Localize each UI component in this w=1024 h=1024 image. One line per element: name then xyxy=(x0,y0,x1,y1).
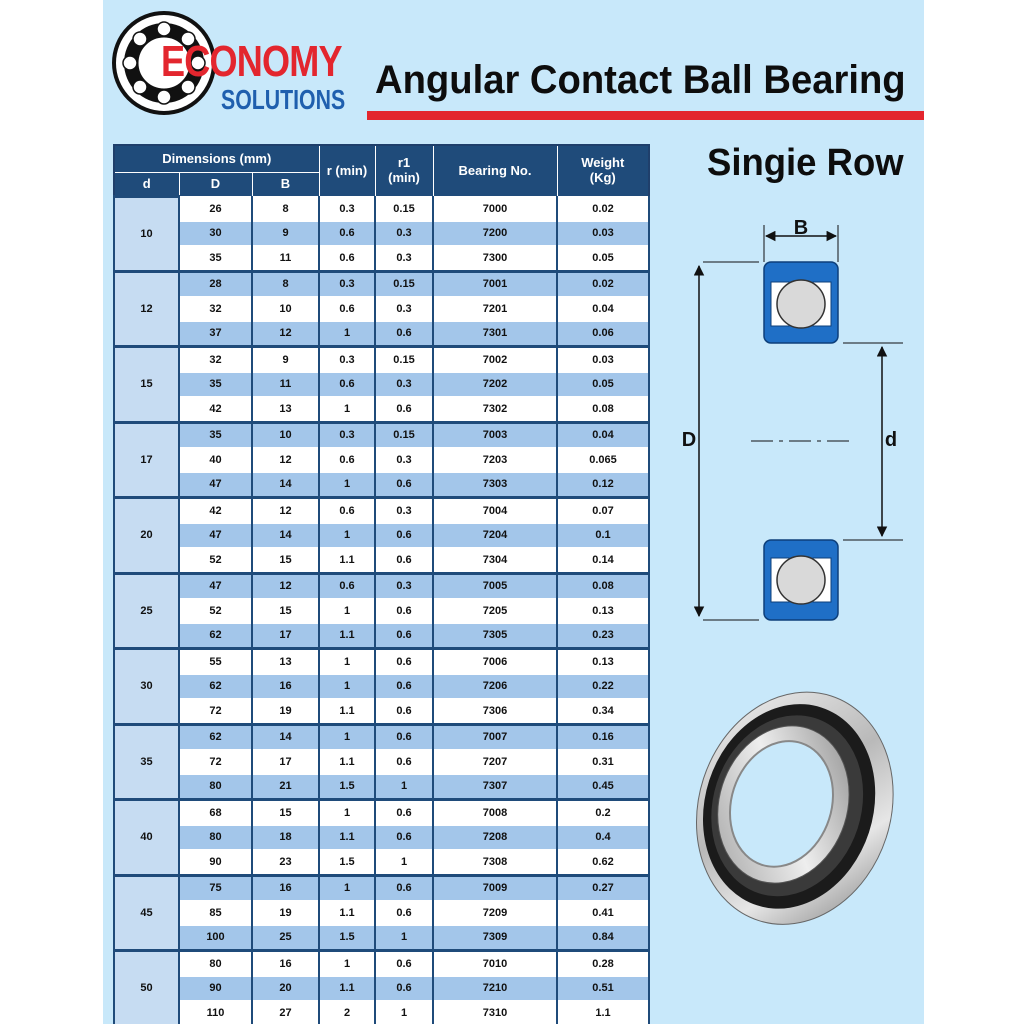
cell-w: 0.05 xyxy=(557,246,649,272)
cell-no: 7210 xyxy=(433,976,557,1001)
cell-r1: 1 xyxy=(375,1001,433,1024)
cell-w: 0.4 xyxy=(557,825,649,850)
cell-r1: 0.15 xyxy=(375,271,433,297)
header-d: d xyxy=(114,173,179,197)
cell-B: 14 xyxy=(252,523,319,548)
table-row xyxy=(114,448,649,473)
cell-D: 52 xyxy=(179,548,252,574)
table-row xyxy=(114,297,649,322)
cell-no: 7003 xyxy=(433,422,557,448)
cell-r: 1.1 xyxy=(319,825,375,850)
cell-D: 42 xyxy=(179,498,252,524)
cell-w: 0.04 xyxy=(557,422,649,448)
cell-no: 7304 xyxy=(433,548,557,574)
cell-no: 7204 xyxy=(433,523,557,548)
cell-D: 62 xyxy=(179,623,252,649)
cell-B: 11 xyxy=(252,372,319,397)
cell-r1: 0.6 xyxy=(375,976,433,1001)
cell-r: 0.3 xyxy=(319,347,375,373)
label-d: d xyxy=(884,429,898,451)
table-row xyxy=(114,472,649,498)
cell-w: 0.41 xyxy=(557,901,649,926)
cell-r: 1 xyxy=(319,674,375,699)
cell-r: 0.6 xyxy=(319,498,375,524)
cell-w: 0.065 xyxy=(557,448,649,473)
cell-B: 16 xyxy=(252,674,319,699)
cell-w: 0.14 xyxy=(557,548,649,574)
cell-r1: 0.15 xyxy=(375,422,433,448)
cell-r1: 0.6 xyxy=(375,800,433,826)
cell-r1: 1 xyxy=(375,850,433,876)
cell-r: 1.1 xyxy=(319,623,375,649)
cell-D: 40 xyxy=(179,448,252,473)
cell-w: 0.51 xyxy=(557,976,649,1001)
cell-r: 0.6 xyxy=(319,221,375,246)
cell-D: 52 xyxy=(179,599,252,624)
bore-d-cell: 15 xyxy=(114,347,179,423)
header-r-min: r (min) xyxy=(319,145,375,197)
cell-no: 7208 xyxy=(433,825,557,850)
bore-d-cell: 50 xyxy=(114,951,179,1024)
table-row xyxy=(114,649,649,675)
label-B: B xyxy=(793,217,809,239)
table-row xyxy=(114,724,649,750)
cell-r1: 0.6 xyxy=(375,472,433,498)
cell-D: 47 xyxy=(179,472,252,498)
cell-B: 13 xyxy=(252,649,319,675)
cell-r1: 1 xyxy=(375,774,433,800)
bore-d-cell: 30 xyxy=(114,649,179,725)
cell-D: 62 xyxy=(179,674,252,699)
bore-d-cell: 12 xyxy=(114,271,179,347)
cell-no: 7302 xyxy=(433,397,557,423)
table-row xyxy=(114,599,649,624)
cell-D: 68 xyxy=(179,800,252,826)
cell-D: 47 xyxy=(179,573,252,599)
cell-B: 18 xyxy=(252,825,319,850)
table-row xyxy=(114,976,649,1001)
table-row xyxy=(114,271,649,297)
cell-w: 0.13 xyxy=(557,599,649,624)
cell-B: 9 xyxy=(252,347,319,373)
cell-r1: 0.15 xyxy=(375,347,433,373)
header-r1-min xyxy=(375,145,433,197)
cell-no: 7201 xyxy=(433,297,557,322)
cell-B: 8 xyxy=(252,271,319,297)
table-row xyxy=(114,875,649,901)
cell-r: 1.1 xyxy=(319,548,375,574)
cell-no: 7310 xyxy=(433,1001,557,1024)
cell-no: 7308 xyxy=(433,850,557,876)
cell-no: 7002 xyxy=(433,347,557,373)
cell-w: 0.45 xyxy=(557,774,649,800)
header-outer-D: D xyxy=(179,173,252,197)
cell-w: 1.1 xyxy=(557,1001,649,1024)
cell-r1: 0.3 xyxy=(375,221,433,246)
table-row xyxy=(114,623,649,649)
cell-r1: 0.6 xyxy=(375,523,433,548)
cell-B: 16 xyxy=(252,875,319,901)
cell-B: 16 xyxy=(252,951,319,977)
cell-no: 7301 xyxy=(433,321,557,347)
cell-w: 0.22 xyxy=(557,674,649,699)
cell-w: 0.62 xyxy=(557,850,649,876)
cell-r: 1 xyxy=(319,599,375,624)
bore-d-cell: 20 xyxy=(114,498,179,574)
cell-r: 0.6 xyxy=(319,448,375,473)
cell-w: 0.08 xyxy=(557,397,649,423)
brand-name-economy: ECONOMY xyxy=(161,37,342,86)
cell-D: 37 xyxy=(179,321,252,347)
cell-w: 0.03 xyxy=(557,347,649,373)
cell-w: 0.08 xyxy=(557,573,649,599)
cell-r: 0.6 xyxy=(319,246,375,272)
cell-r: 1 xyxy=(319,397,375,423)
table-row xyxy=(114,674,649,699)
cell-no: 7309 xyxy=(433,925,557,951)
cell-B: 12 xyxy=(252,448,319,473)
bearing-photo xyxy=(683,684,899,930)
cell-w: 0.07 xyxy=(557,498,649,524)
cell-r: 2 xyxy=(319,1001,375,1024)
table-row xyxy=(114,699,649,725)
header-weight-line1: Weight xyxy=(581,155,625,171)
cell-B: 19 xyxy=(252,699,319,725)
cell-no: 7004 xyxy=(433,498,557,524)
cell-B: 11 xyxy=(252,246,319,272)
cell-B: 14 xyxy=(252,472,319,498)
cell-r: 1.5 xyxy=(319,850,375,876)
cell-r: 0.3 xyxy=(319,197,375,222)
cell-r: 1.1 xyxy=(319,750,375,775)
cell-r1: 0.6 xyxy=(375,825,433,850)
cell-no: 7007 xyxy=(433,724,557,750)
header-r1-line2: (min) xyxy=(388,170,420,185)
table-row xyxy=(114,573,649,599)
page-title: Angular Contact Ball Bearing xyxy=(375,58,906,102)
table-row xyxy=(114,1001,649,1024)
cell-B: 19 xyxy=(252,901,319,926)
header-weight-line2: (Kg) xyxy=(589,170,616,185)
cell-D: 35 xyxy=(179,246,252,272)
cell-w: 0.34 xyxy=(557,699,649,725)
cell-D: 72 xyxy=(179,750,252,775)
cell-r: 0.6 xyxy=(319,297,375,322)
table-row xyxy=(114,800,649,826)
cell-r1: 0.6 xyxy=(375,699,433,725)
cell-w: 0.04 xyxy=(557,297,649,322)
table-row xyxy=(114,321,649,347)
cell-D: 26 xyxy=(179,197,252,222)
cell-w: 0.1 xyxy=(557,523,649,548)
cell-w: 0.23 xyxy=(557,623,649,649)
cell-no: 7207 xyxy=(433,750,557,775)
cell-r: 1 xyxy=(319,649,375,675)
catalog-page xyxy=(103,0,924,1024)
cell-B: 21 xyxy=(252,774,319,800)
cell-w: 0.13 xyxy=(557,649,649,675)
header-dimensions: Dimensions (mm) xyxy=(114,145,319,173)
cell-r1: 0.6 xyxy=(375,875,433,901)
cell-no: 7008 xyxy=(433,800,557,826)
cell-no: 7200 xyxy=(433,221,557,246)
header-bearing-no: Bearing No. xyxy=(433,145,557,197)
table-row xyxy=(114,397,649,423)
cell-B: 15 xyxy=(252,599,319,624)
cell-w: 0.05 xyxy=(557,372,649,397)
cell-r: 1 xyxy=(319,951,375,977)
cell-r1: 0.6 xyxy=(375,623,433,649)
cell-D: 85 xyxy=(179,901,252,926)
cell-no: 7010 xyxy=(433,951,557,977)
cell-B: 9 xyxy=(252,221,319,246)
cell-no: 7205 xyxy=(433,599,557,624)
cell-B: 23 xyxy=(252,850,319,876)
table-row xyxy=(114,498,649,524)
cell-r1: 0.6 xyxy=(375,724,433,750)
cell-B: 25 xyxy=(252,925,319,951)
cell-w: 0.31 xyxy=(557,750,649,775)
cell-r1: 0.6 xyxy=(375,901,433,926)
table-row xyxy=(114,347,649,373)
cell-w: 0.02 xyxy=(557,271,649,297)
table-row xyxy=(114,850,649,876)
cell-D: 32 xyxy=(179,347,252,373)
table-row xyxy=(114,422,649,448)
cell-D: 90 xyxy=(179,850,252,876)
cell-no: 7303 xyxy=(433,472,557,498)
cell-r: 0.3 xyxy=(319,271,375,297)
cell-r1: 0.6 xyxy=(375,599,433,624)
cell-D: 55 xyxy=(179,649,252,675)
cell-D: 80 xyxy=(179,825,252,850)
cell-w: 0.06 xyxy=(557,321,649,347)
cell-r1: 0.6 xyxy=(375,397,433,423)
cell-w: 0.02 xyxy=(557,197,649,222)
cell-D: 100 xyxy=(179,925,252,951)
cell-no: 7306 xyxy=(433,699,557,725)
cell-B: 15 xyxy=(252,800,319,826)
cell-r1: 0.6 xyxy=(375,548,433,574)
cell-r: 0.6 xyxy=(319,573,375,599)
header-weight xyxy=(557,145,649,197)
table-row xyxy=(114,925,649,951)
cell-r: 1.5 xyxy=(319,925,375,951)
table-row xyxy=(114,825,649,850)
bore-d-cell: 25 xyxy=(114,573,179,649)
cell-r1: 0.6 xyxy=(375,674,433,699)
bearing-cross-section xyxy=(663,210,903,630)
cell-r1: 0.6 xyxy=(375,750,433,775)
cell-D: 35 xyxy=(179,422,252,448)
table-row xyxy=(114,197,649,222)
bore-d-cell: 35 xyxy=(114,724,179,800)
table-row xyxy=(114,246,649,272)
cell-D: 28 xyxy=(179,271,252,297)
cell-B: 27 xyxy=(252,1001,319,1024)
table-row xyxy=(114,774,649,800)
brand-name-solutions: SOLUTIONS xyxy=(221,84,346,115)
cell-B: 20 xyxy=(252,976,319,1001)
cell-D: 75 xyxy=(179,875,252,901)
cell-r: 1 xyxy=(319,321,375,347)
cell-r: 1.5 xyxy=(319,774,375,800)
table-row xyxy=(114,372,649,397)
bore-d-cell: 17 xyxy=(114,422,179,498)
cell-no: 7000 xyxy=(433,197,557,222)
cell-D: 72 xyxy=(179,699,252,725)
cell-r: 1 xyxy=(319,523,375,548)
cell-w: 0.16 xyxy=(557,724,649,750)
cell-D: 30 xyxy=(179,221,252,246)
header-B: B xyxy=(252,173,319,197)
cell-r1: 0.6 xyxy=(375,951,433,977)
label-D: D xyxy=(681,429,697,451)
table-row xyxy=(114,548,649,574)
cell-no: 7203 xyxy=(433,448,557,473)
title-underline xyxy=(367,111,924,120)
cell-B: 10 xyxy=(252,297,319,322)
page-subtitle: Singie Row xyxy=(707,142,904,184)
cell-r: 1.1 xyxy=(319,976,375,1001)
cell-B: 12 xyxy=(252,498,319,524)
cell-w: 0.27 xyxy=(557,875,649,901)
cell-B: 13 xyxy=(252,397,319,423)
cell-D: 80 xyxy=(179,774,252,800)
cell-no: 7305 xyxy=(433,623,557,649)
cell-r: 1.1 xyxy=(319,699,375,725)
cell-D: 32 xyxy=(179,297,252,322)
cell-r1: 0.6 xyxy=(375,321,433,347)
cell-B: 10 xyxy=(252,422,319,448)
table-row xyxy=(114,221,649,246)
cell-no: 7202 xyxy=(433,372,557,397)
cell-w: 0.28 xyxy=(557,951,649,977)
cell-r1: 0.15 xyxy=(375,197,433,222)
table-row xyxy=(114,901,649,926)
bearing-spec-table xyxy=(113,144,650,1024)
cell-r1: 0.3 xyxy=(375,297,433,322)
cell-B: 17 xyxy=(252,623,319,649)
bore-d-cell: 45 xyxy=(114,875,179,951)
cell-no: 7209 xyxy=(433,901,557,926)
cell-B: 12 xyxy=(252,321,319,347)
cell-D: 62 xyxy=(179,724,252,750)
cell-D: 35 xyxy=(179,372,252,397)
cell-D: 42 xyxy=(179,397,252,423)
cell-no: 7300 xyxy=(433,246,557,272)
cell-r1: 0.3 xyxy=(375,372,433,397)
bore-d-cell: 40 xyxy=(114,800,179,876)
cell-r1: 0.3 xyxy=(375,498,433,524)
cell-r: 1 xyxy=(319,800,375,826)
table-row xyxy=(114,951,649,977)
cell-r: 0.3 xyxy=(319,422,375,448)
cell-B: 14 xyxy=(252,724,319,750)
cell-D: 110 xyxy=(179,1001,252,1024)
cell-r: 0.6 xyxy=(319,372,375,397)
cell-r: 1 xyxy=(319,875,375,901)
cell-r1: 0.3 xyxy=(375,448,433,473)
cell-no: 7206 xyxy=(433,674,557,699)
bore-d-cell: 10 xyxy=(114,197,179,272)
cell-no: 7006 xyxy=(433,649,557,675)
cell-D: 90 xyxy=(179,976,252,1001)
cell-no: 7001 xyxy=(433,271,557,297)
cell-B: 17 xyxy=(252,750,319,775)
cell-r: 1 xyxy=(319,724,375,750)
cell-D: 47 xyxy=(179,523,252,548)
cell-no: 7009 xyxy=(433,875,557,901)
cell-w: 0.12 xyxy=(557,472,649,498)
cell-w: 0.03 xyxy=(557,221,649,246)
header-r1-line1: r1 xyxy=(397,155,411,171)
cell-r1: 0.6 xyxy=(375,649,433,675)
cell-r: 1 xyxy=(319,472,375,498)
table-row xyxy=(114,750,649,775)
cell-B: 12 xyxy=(252,573,319,599)
cell-no: 7005 xyxy=(433,573,557,599)
cell-w: 0.84 xyxy=(557,925,649,951)
cell-r1: 0.3 xyxy=(375,573,433,599)
cell-D: 80 xyxy=(179,951,252,977)
cell-no: 7307 xyxy=(433,774,557,800)
table-row xyxy=(114,523,649,548)
cell-r: 1.1 xyxy=(319,901,375,926)
cell-B: 15 xyxy=(252,548,319,574)
cell-r1: 1 xyxy=(375,925,433,951)
cell-r1: 0.3 xyxy=(375,246,433,272)
cell-w: 0.2 xyxy=(557,800,649,826)
cell-B: 8 xyxy=(252,197,319,222)
